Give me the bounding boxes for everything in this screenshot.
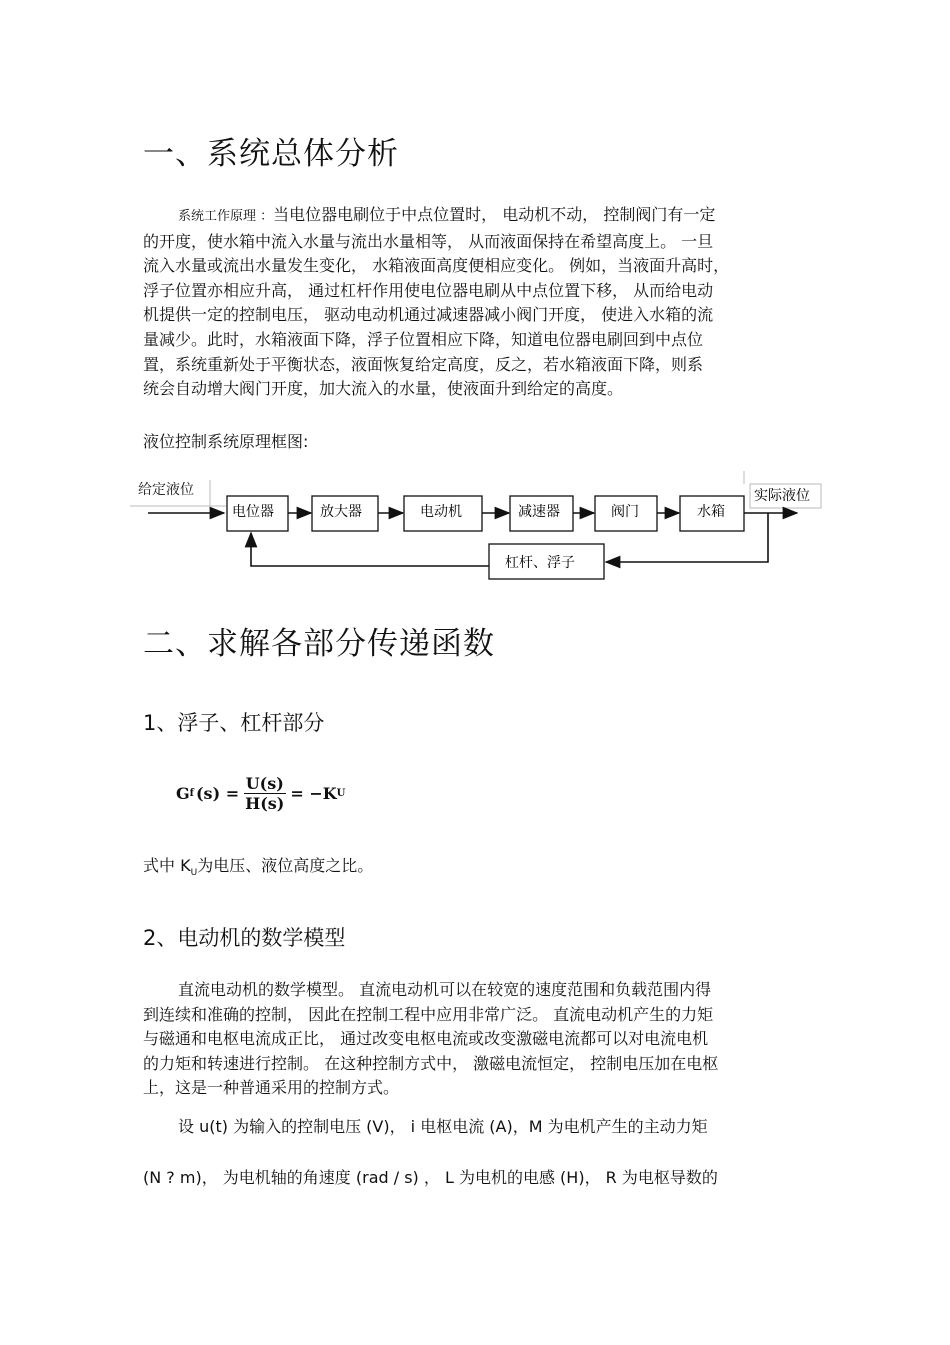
paragraph-line: 流入水量或流出水量发生变化， 水箱液面高度便相应变化。 例如，当液面升高时，: [143, 256, 730, 276]
block-tank-label: 水箱: [697, 504, 725, 520]
output-label: 实际液位: [754, 488, 810, 504]
block-diagram: [0, 0, 950, 600]
subsection-2-title: 2、电动机的数学模型: [143, 926, 346, 950]
subsection-1-title: 1、浮子、杠杆部分: [143, 711, 325, 735]
variables-line-1: 设 u(t) 为输入的控制电压 (V)， i 电枢电流 (A)，M 为电机产生的主动力矩: [178, 1117, 708, 1136]
paragraph-line: 与磁通和电枢电流成正比， 通过改变电枢电流或改变激磁电流都可以对电流电机: [143, 1029, 709, 1049]
motor-model-paragraph: [143, 978, 803, 1101]
section-1-heading: 一、系统总体分析: [143, 136, 399, 172]
paragraph-line: 统会自动增大阀门开度，加大流入的水量，使液面升到给定的高度。: [143, 379, 624, 399]
fraction: $\frac{U(s)}{H(s)}$: [245, 774, 285, 813]
block-amplifier-label: 放大器: [320, 504, 362, 520]
block-reducer-label: 减速器: [518, 504, 560, 520]
paragraph-line: 到连续和准确的控制， 因此在控制工程中应用非常广泛。 直流电动机产生的力矩: [143, 1004, 714, 1024]
section-2-heading: 二、求解各部分传递函数: [143, 626, 495, 662]
diagram-caption: 液位控制系统原理框图:: [143, 432, 309, 451]
paragraph-line: 直流电动机的数学模型。 直流电动机可以在较宽的速度范围和负载范围内得: [178, 980, 712, 999]
input-label: 给定液位: [138, 482, 194, 498]
formula-note: 式中 $K_U$为电压、液位高度之比。: [143, 856, 374, 879]
block-potentiometer-label: 电位器: [232, 504, 274, 520]
block-valve-label: 阀门: [611, 504, 639, 520]
paragraph-line: 浮子位置亦相应升高， 通过杠杆作用使电位器电刷从中点位置下移， 从而给电动: [143, 280, 714, 300]
principle-label: 系统工作原理 ：: [178, 209, 274, 224]
block-lever-float-label: 杠杆、浮子: [505, 555, 575, 571]
paragraph-line: 系统工作原理 ：当电位器电刷位于中点位置时， 电动机不动， 控制阀门有一定: [178, 205, 716, 224]
paragraph-line: 置，系统重新处于平衡状态，液面恢复给定高度，反之，若水箱液面下降，则系: [143, 354, 704, 374]
transfer-function-formula: G f (s) = $\frac{U(s)}{H(s)}$ = −K U: [176, 774, 346, 813]
paragraph-line: 量减少。此时，水箱液面下降，浮子位置相应下降，知道电位器电刷回到中点位: [143, 329, 704, 349]
paragraph-line: 的开度，使水箱中流入水量与流出水量相等， 从而液面保持在希望高度上。 一旦: [143, 231, 714, 251]
block-motor-label: 电动机: [420, 504, 462, 520]
paragraph-line: 上，这是一种普通采用的控制方式。: [143, 1078, 400, 1098]
feedback-path-out: [251, 533, 489, 566]
paragraph-line: 的力矩和转速进行控制。 在这种控制方式中， 激磁电流恒定， 控制电压加在电枢: [143, 1053, 719, 1073]
paragraph-line: 机提供一定的控制电压， 驱动电动机通过减速器减小阀门开度， 使进入水箱的流: [143, 305, 714, 325]
variables-line-2: (N ? m)， 为电机轴的角速度 (rad / s) ， L 为电机的电感 (H)， R 为电枢导数的: [143, 1168, 718, 1187]
